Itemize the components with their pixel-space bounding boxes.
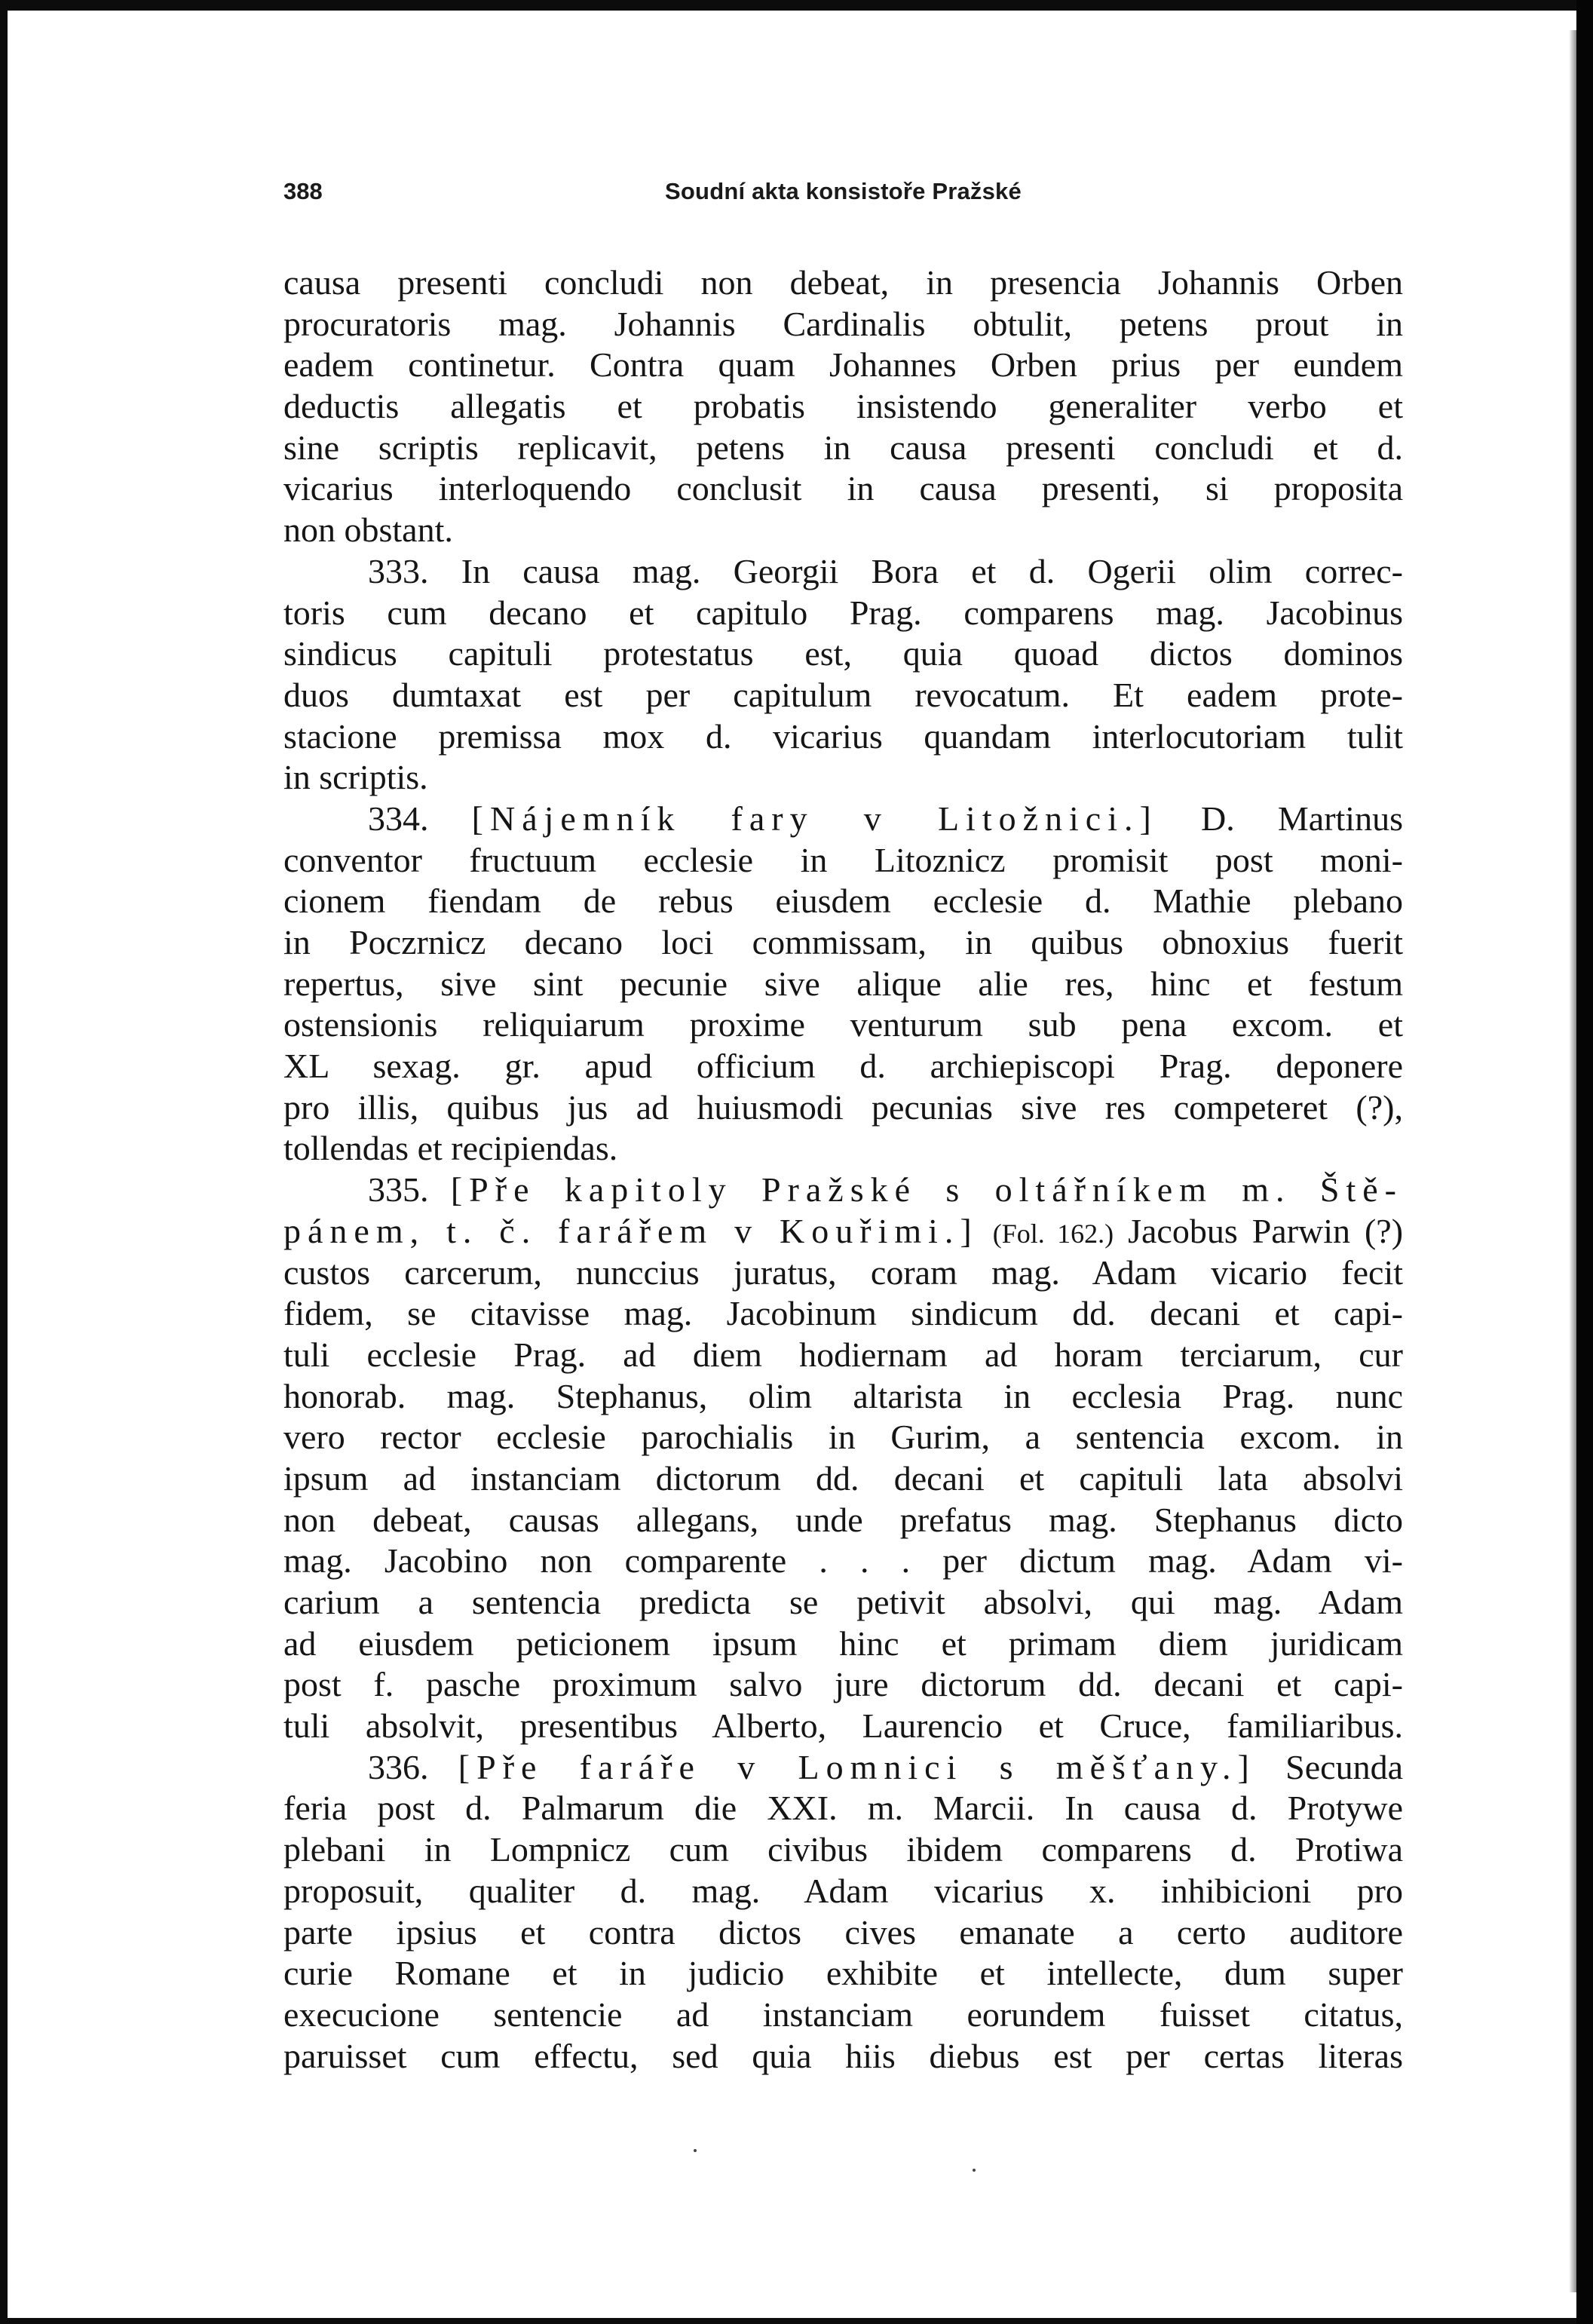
entry-text: Secunda <box>1285 1747 1404 1786</box>
text-line: paruisset cum effectu, sed quia hiis diebus est per certas literas <box>283 2036 1403 2075</box>
entry-number: 335. <box>368 1170 429 1210</box>
running-title: Soudní akta konsistoře Pražské <box>665 178 1022 204</box>
text-line: toris cum decano et capitulo Prag. comparens mag. Jacobinus <box>283 593 1403 632</box>
text-line: stacione premissa mox d. vicarius quandam interlocutoriam tulit <box>283 716 1403 756</box>
running-head <box>283 178 1403 211</box>
text-line: duos dumtaxat est per capitulum revocatum. Et eadem prote- <box>283 675 1403 714</box>
text-line: tollendas et recipiendas. <box>283 1129 618 1168</box>
page-number: 388 <box>283 178 323 204</box>
text-line: ipsum ad instanciam dictorum dd. decani et capituli lata absolvi <box>283 1458 1403 1498</box>
folio-reference: (Fol. 162.) <box>992 1218 1114 1249</box>
text-line: fidem, se citavisse mag. Jacobinum sindicum dd. decani et capi- <box>283 1294 1403 1333</box>
text-line: ostensionis reliquiarum proxime venturum sub pena excom. et <box>283 1005 1403 1044</box>
scan-speck <box>694 2149 697 2152</box>
text-line: conventor fructuum ecclesie in Litoznicz promisit post moni- <box>283 840 1403 879</box>
text-line: proposuit, qualiter d. mag. Adam vicarius x. inhibicioni pro <box>283 1871 1403 1910</box>
entry-335-second-line <box>283 1211 1403 1252</box>
text-line: sindicus capituli protestatus est, quia quoad dictos dominos <box>283 634 1403 673</box>
text-line: in Poczrnicz decano loci commissam, in quibus obnoxius fuerit <box>283 923 1403 961</box>
text-line: cionem fiendam de rebus eiusdem ecclesie d. Mathie plebano <box>283 881 1403 921</box>
text-line: custos carcerum, nunccius juratus, coram mag. Adam vicario fecit <box>283 1252 1403 1292</box>
entry-text: Jacobus Parwin (?) <box>1128 1211 1404 1250</box>
entry-335-first-line <box>283 1170 1403 1211</box>
text-line: non obstant. <box>283 510 453 550</box>
text-line: non debeat, causas allegans, unde prefatus mag. Stephanus dicto <box>283 1500 1403 1539</box>
entry-number: 336. <box>368 1747 429 1786</box>
text-line: post f. pasche proximum salvo jure dictorum dd. decani et capi- <box>283 1665 1403 1704</box>
text-line: vero rector ecclesie parochialis in Gurim, a sentencia excom. in <box>283 1418 1403 1457</box>
text-line: parte ipsius et contra dictos cives emanate a certo auditore <box>283 1912 1403 1951</box>
entry-334-first-line <box>283 799 1403 840</box>
text-line: sine scriptis replicavit, petens in causa presenti concludi et d. <box>283 428 1403 467</box>
entry-heading: [Nájemník fary v Litožnici.] <box>471 799 1158 838</box>
page-edge-gradient <box>1569 30 1576 2292</box>
text-line: tuli absolvit, presentibus Alberto, Laurencio et Cruce, familiaribus. <box>283 1706 1403 1746</box>
text-line: feria post d. Palmarum die XXI. m. Marcii. In causa d. Protywe <box>283 1789 1403 1828</box>
entry-336-first-line <box>283 1747 1403 1789</box>
text-line: XL sexag. gr. apud officium d. archiepiscopi Prag. deponere <box>283 1047 1403 1086</box>
text-line: vicarius interloquendo conclusit in causa presenti, si proposita <box>283 469 1403 508</box>
entry-heading: [Pře kapitoly Pražské s oltářníkem m. Ště- <box>450 1170 1403 1210</box>
scan-speck <box>973 2169 976 2172</box>
text-line: procuratoris mag. Johannis Cardinalis obtulit, petens prout in <box>283 304 1403 343</box>
text-line: execucione sentencie ad instanciam eorundem fuisset citatus, <box>283 1994 1403 2034</box>
text-line: carium a sentencia predicta se petivit absolvi, qui mag. Adam <box>283 1583 1403 1621</box>
text-line: plebani in Lompnicz cum civibus ibidem comparens d. Protiwa <box>283 1830 1403 1869</box>
text-line: eadem continetur. Contra quam Johannes Orben prius per eundem <box>283 345 1403 385</box>
text-line: pro illis, quibus jus ad huiusmodi pecunias sive res competeret (?), <box>283 1087 1403 1127</box>
text-line: ad eiusdem peticionem ipsum hinc et primam diem juridicam <box>283 1623 1403 1663</box>
text-line: deductis allegatis et probatis insistendo generaliter verbo et <box>283 387 1403 426</box>
body-text <box>283 262 1403 2077</box>
text-line: curie Romane et in judicio exhibite et intellecte, dum super <box>283 1954 1403 1993</box>
page-edge-shadow <box>1576 0 1593 2324</box>
text-line: in scriptis. <box>283 758 428 797</box>
entry-heading: pánem, t. č. farářem v Kouřimi.] <box>283 1211 979 1250</box>
text-line: tuli ecclesie Prag. ad diem hodiernam ad horam terciarum, cur <box>283 1335 1403 1374</box>
entry-333-first-line: 333. In causa mag. Georgii Bora et d. Ogerii olim correc- <box>368 551 1403 590</box>
text-line: mag. Jacobino non comparente . . . per dictum mag. Adam vi- <box>283 1541 1403 1581</box>
entry-text: D. Martinus <box>1201 799 1403 838</box>
entry-heading: [Pře faráře v Lomnici s měšťany.] <box>458 1747 1256 1786</box>
text-line: causa presenti concludi non debeat, in presencia Johannis Orben <box>283 263 1403 302</box>
entry-number: 334. <box>368 799 429 838</box>
text-line: repertus, sive sint pecunie sive alique alie res, hinc et festum <box>283 964 1403 1003</box>
text-line: honorab. mag. Stephanus, olim altarista in ecclesia Prag. nunc <box>283 1376 1403 1415</box>
